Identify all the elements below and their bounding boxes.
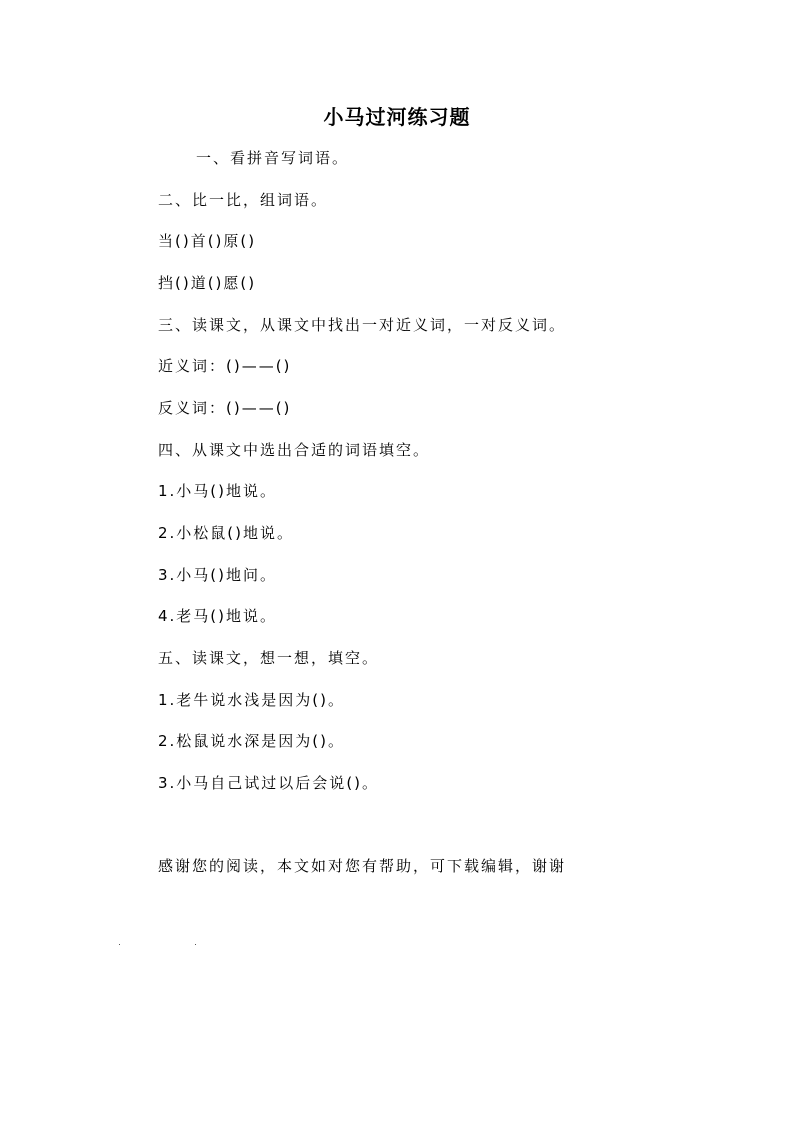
question-heading-2: 二、比一比，组词语。 (158, 191, 329, 209)
fill-blank-item: 1.老牛说水浅是因为()。 (158, 691, 346, 709)
scan-dot (119, 944, 120, 945)
scan-dot (195, 944, 196, 945)
question-heading-4: 四、从课文中选出合适的词语填空。 (158, 441, 431, 459)
synonym-line: 近义词：()——() (158, 357, 292, 375)
word-group-line: 挡()道()愿() (158, 274, 257, 292)
question-heading-3: 三、读课文，从课文中找出一对近义词，一对反义词。 (158, 316, 567, 334)
page-title: 小马过河练习题 (323, 105, 471, 129)
fill-blank-item: 3.小马自己试过以后会说()。 (158, 774, 380, 792)
word-group-line: 当()首()原() (158, 232, 257, 250)
fill-blank-item: 2.小松鼠()地说。 (158, 524, 295, 542)
question-heading-5: 五、读课文，想一想，填空。 (158, 649, 380, 667)
fill-blank-item: 4.老马()地说。 (158, 607, 278, 625)
footer-note: 感谢您的阅读，本文如对您有帮助，可下载编辑，谢谢 (158, 857, 567, 875)
fill-blank-item: 1.小马()地说。 (158, 482, 278, 500)
fill-blank-item: 2.松鼠说水深是因为()。 (158, 732, 346, 750)
question-heading-1: 一、看拼音写词语。 (196, 149, 350, 167)
fill-blank-item: 3.小马()地问。 (158, 566, 278, 584)
antonym-line: 反义词：()——() (158, 399, 292, 417)
